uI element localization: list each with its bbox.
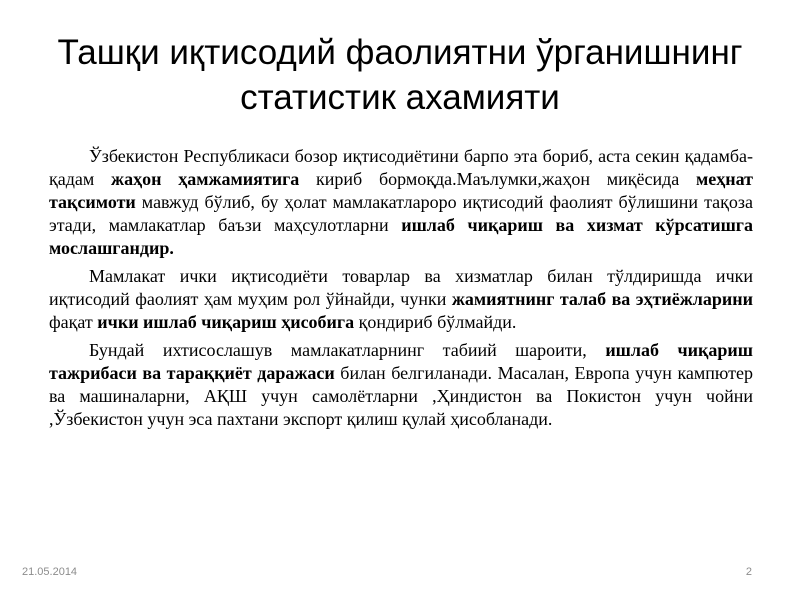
paragraph-3-segment: Бундай ихтисослашув мамлакатларнинг табиий шароити, (89, 340, 606, 360)
paragraph-3-segment: билан белгиланади. Масалан, Европа учун кампютер ва машиналарни, АҚШ учун самолётларни ,Ҳиндистон ва Покистон учун чойни ,Ўзбекистон учун эса пахтани экспорт қилиш қулай ҳисобланади. (49, 363, 753, 429)
paragraph-1-segment: кириб бормоқда.Маълумки,жаҳон миқёсида (299, 169, 696, 189)
paragraph-1-segment: мавжуд бўлиб, бу ҳолат мамлакатлароро иқтисодий фаолият бўлишини тақоза этади, мамлакатлар баъзи маҳсулотларни (49, 192, 753, 235)
paragraph-3-bold-segment: ишлаб чиқариш тажрибаси ва тараққиёт даражаси (49, 340, 753, 383)
paragraph-2 (49, 265, 753, 334)
paragraph-2-segment: Мамлакат ички иқтисодиёти товарлар ва хизматлар билан тўлдиришда ички иқтисодий фаолият ҳам муҳим рол ўйнайди, чунки (49, 266, 753, 309)
paragraph-2-segment: қондириб бўлмайди. (354, 312, 517, 332)
paragraph-2-bold-segment: ички ишлаб чиқариш ҳисобига (97, 312, 355, 332)
paragraph-1 (49, 145, 753, 260)
footer-date: 21.05.2014 (22, 566, 78, 578)
paragraph-1-bold-segment: меҳнат тақсимоти (49, 169, 753, 212)
paragraph-1-bold-segment: жаҳон ҳамжамиятига (111, 169, 300, 189)
paragraph-1-bold-segment: ишлаб чиқариш ва хизмат кўрсатишга мослашгандир. (49, 215, 753, 258)
footer-page-number: 2 (745, 566, 752, 578)
paragraph-2-segment: фақат (49, 312, 98, 332)
slide-body (49, 145, 753, 436)
slide-title: Ташқи иқтисодий фаолиятни ўрганишнинг статистик ахамияти (57, 33, 743, 117)
paragraph-1-segment: Ўзбекистон Республикаси бозор иқтисодиётини барпо эта бориб, аста секин қадамба- қадам (49, 146, 753, 189)
paragraph-3 (49, 339, 753, 431)
paragraph-2-bold-segment: жамиятнинг талаб ва эҳтиёжларини (451, 289, 753, 309)
